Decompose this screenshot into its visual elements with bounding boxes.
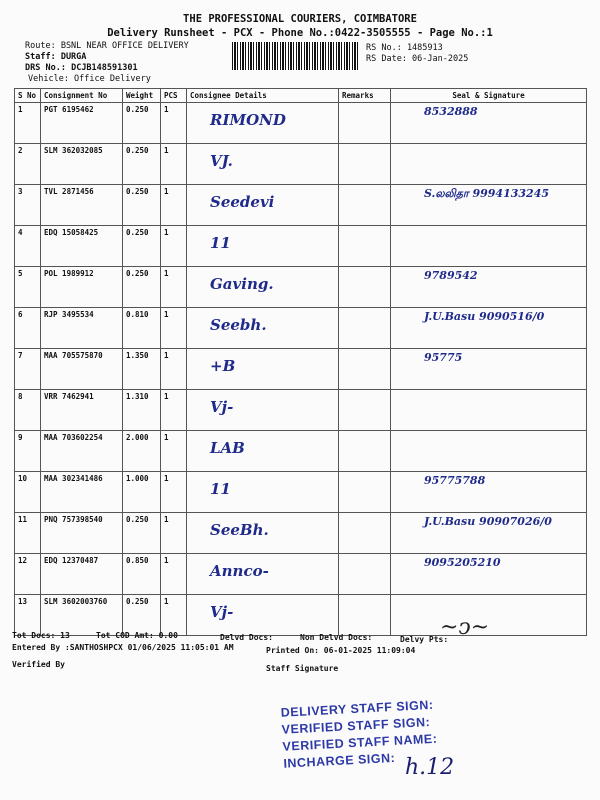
cell-consignment-no <box>41 554 123 595</box>
cell-seal-text: 95775 <box>424 351 463 364</box>
cell-sno <box>15 595 41 636</box>
cell-consignee <box>187 349 339 390</box>
cell-consignment-no-text: PNQ 757398540 <box>44 515 103 524</box>
cell-weight-text: 0.250 <box>126 105 149 114</box>
table-row <box>15 349 587 390</box>
cell-pcs <box>161 267 187 308</box>
cell-seal-text: S.லலிதா 9994133245 <box>424 187 549 200</box>
vehicle-label: Vehicle: Office Delivery <box>28 74 151 84</box>
cell-pcs-text: 1 <box>164 187 169 196</box>
table-row <box>15 144 587 185</box>
cell-consignment-no-text: MAA 703602254 <box>44 433 103 442</box>
cell-remarks <box>339 595 391 636</box>
cell-consignee <box>187 103 339 144</box>
cell-consignment-no <box>41 349 123 390</box>
cell-weight-text: 0.250 <box>126 597 149 606</box>
drs-value: DCJB148591301 <box>71 63 138 73</box>
route-label: Route: BSNL NEAR OFFICE DELIVERY <box>25 41 189 51</box>
cell-weight-text: 0.250 <box>126 228 149 237</box>
cell-pcs-text: 1 <box>164 474 169 483</box>
cell-weight-text: 1.350 <box>126 351 149 360</box>
cell-seal-text: 95775788 <box>424 474 486 487</box>
cell-consignee-text: +B <box>210 357 236 375</box>
cell-consignee-text: Seebh. <box>210 316 267 334</box>
cell-consignment-no <box>41 390 123 431</box>
cell-consignee-text: Vj- <box>210 398 234 416</box>
cell-remarks <box>339 144 391 185</box>
cell-seal <box>391 226 587 267</box>
cell-pcs-text: 1 <box>164 310 169 319</box>
table-row <box>15 226 587 267</box>
rs-date: RS Date: 06-Jan-2025 <box>366 54 469 64</box>
table-row <box>15 431 587 472</box>
cell-consignment-no-text: RJP 3495534 <box>44 310 94 319</box>
table-row <box>15 554 587 595</box>
cell-sno <box>15 267 41 308</box>
cell-sno <box>15 431 41 472</box>
cell-pcs <box>161 472 187 513</box>
cell-consignee-text: Vj- <box>210 603 234 621</box>
cell-remarks <box>339 513 391 554</box>
cell-seal-text: 8532888 <box>424 105 478 118</box>
cell-weight-text: 0.810 <box>126 310 149 319</box>
cell-consignee <box>187 308 339 349</box>
cell-consignment-no-text: TVL 2871456 <box>44 187 94 196</box>
cell-consignment-no <box>41 185 123 226</box>
table-header-row <box>15 89 587 103</box>
cell-consignee <box>187 554 339 595</box>
cell-sno <box>15 226 41 267</box>
cell-consignee-text: Gaving. <box>210 275 274 293</box>
cell-weight-text: 0.250 <box>126 515 149 524</box>
cell-sno-text: 11 <box>18 515 28 524</box>
cell-weight <box>123 226 161 267</box>
cell-consignment-no <box>41 308 123 349</box>
cell-consignment-no-text: SLM 362032085 <box>44 146 103 155</box>
cell-weight <box>123 431 161 472</box>
entered-by: Entered By :SANTHOSHPCX 01/06/2025 11:05:01 AM <box>12 643 234 652</box>
company-name: THE PROFESSIONAL COURIERS, COIMBATORE <box>183 13 417 25</box>
drs-label: DRS No.: <box>25 63 66 73</box>
cell-remarks <box>339 472 391 513</box>
cell-sno <box>15 554 41 595</box>
cell-consignee-text: Annco- <box>210 562 269 580</box>
cell-pcs <box>161 349 187 390</box>
cell-sno-text: 7 <box>18 351 23 360</box>
tot-docs: Tot Docs: 13 <box>12 631 70 640</box>
cell-sno-text: 4 <box>18 228 23 237</box>
cell-remarks <box>339 554 391 595</box>
runsheet-title: Delivery Runsheet - PCX - Phone No.:0422-3505555 - Page No.:1 <box>107 27 493 39</box>
cell-pcs-text: 1 <box>164 433 169 442</box>
staff-signature: Staff Signature <box>266 664 339 673</box>
cell-consignee <box>187 267 339 308</box>
cell-seal <box>391 349 587 390</box>
cell-consignment-no-text: PGT 6195462 <box>44 105 94 114</box>
cell-seal-text: J.U.Basu 90907026/0 <box>424 515 552 528</box>
col-remarks: Remarks <box>339 89 391 103</box>
cell-weight <box>123 595 161 636</box>
cell-consignment-no <box>41 472 123 513</box>
cell-sno-text: 2 <box>18 146 23 155</box>
cell-weight <box>123 349 161 390</box>
cell-sno-text: 3 <box>18 187 23 196</box>
cell-seal <box>391 267 587 308</box>
cell-remarks <box>339 431 391 472</box>
cell-pcs <box>161 595 187 636</box>
cell-pcs <box>161 554 187 595</box>
cell-seal <box>391 103 587 144</box>
cell-consignment-no <box>41 144 123 185</box>
cell-weight <box>123 513 161 554</box>
cell-seal-text: 9789542 <box>424 269 478 282</box>
cell-consignment-no <box>41 267 123 308</box>
cell-sno <box>15 308 41 349</box>
delvy-pts: Delvy Pts: <box>400 635 449 644</box>
cell-seal-text: 9095205210 <box>424 556 501 569</box>
cell-sno-text: 9 <box>18 433 23 442</box>
cell-consignment-no <box>41 226 123 267</box>
tot-cod: Tot COD Amt: 0.00 <box>96 631 178 640</box>
cell-pcs <box>161 226 187 267</box>
cell-pcs-text: 1 <box>164 351 169 360</box>
col-seal: Seal & Signature <box>391 89 587 103</box>
cell-consignee-text: Seedevi <box>210 193 275 211</box>
cell-pcs <box>161 308 187 349</box>
rs-number: RS No.: 1485913 <box>366 43 443 53</box>
cell-sno <box>15 390 41 431</box>
cell-sno <box>15 144 41 185</box>
cell-pcs-text: 1 <box>164 392 169 401</box>
cell-sno-text: 8 <box>18 392 23 401</box>
cell-weight <box>123 185 161 226</box>
cell-consignment-no <box>41 103 123 144</box>
cell-seal-text: J.U.Basu 9090516/0 <box>424 310 545 323</box>
cell-weight-text: 1.310 <box>126 392 149 401</box>
cell-consignment-no <box>41 431 123 472</box>
cell-sno <box>15 349 41 390</box>
cell-sno-text: 5 <box>18 269 23 278</box>
delvd-docs: Delvd Docs: <box>220 633 273 642</box>
cell-pcs <box>161 103 187 144</box>
cell-seal <box>391 431 587 472</box>
cell-consignee-text: 11 <box>210 234 231 252</box>
stamp-verified-staff-sign: VERIFIED STAFF SIGN: <box>281 714 431 737</box>
cell-pcs-text: 1 <box>164 146 169 155</box>
non-delvd-docs: Non Delvd Docs: <box>300 633 373 642</box>
cell-consignee-text: LAB <box>210 439 245 457</box>
cell-pcs-text: 1 <box>164 556 169 565</box>
cell-seal <box>391 513 587 554</box>
cell-consignee-text: 11 <box>210 480 231 498</box>
cell-consignment-no <box>41 595 123 636</box>
col-sno: S No <box>15 89 41 103</box>
cell-consignment-no-text: MAA 302341486 <box>44 474 103 483</box>
cell-weight <box>123 103 161 144</box>
cell-seal <box>391 390 587 431</box>
cell-weight <box>123 144 161 185</box>
staff-label: Staff: DURGA <box>25 52 87 62</box>
cell-weight <box>123 308 161 349</box>
cell-weight-text: 0.250 <box>126 146 149 155</box>
cell-remarks <box>339 390 391 431</box>
cell-remarks <box>339 226 391 267</box>
col-pcs: PCS <box>161 89 187 103</box>
cell-sno-text: 12 <box>18 556 28 565</box>
cell-pcs-text: 1 <box>164 269 169 278</box>
cell-sno <box>15 103 41 144</box>
cell-pcs-text: 1 <box>164 515 169 524</box>
cell-consignment-no-text: POL 1989912 <box>44 269 94 278</box>
cell-remarks <box>339 185 391 226</box>
cell-consignment-no-text: MAA 705575870 <box>44 351 103 360</box>
cell-seal <box>391 144 587 185</box>
cell-seal <box>391 308 587 349</box>
stamp-delivery-staff-sign: DELIVERY STAFF SIGN: <box>280 697 434 720</box>
cell-consignee <box>187 144 339 185</box>
table-row <box>15 513 587 554</box>
col-weight: Weight <box>123 89 161 103</box>
incharge-handwriting: h.12 <box>405 755 455 780</box>
cell-seal <box>391 185 587 226</box>
cell-consignee-text: RIMOND <box>210 111 286 129</box>
col-consignee: Consignee Details <box>187 89 339 103</box>
runsheet-table <box>14 88 587 636</box>
cell-pcs <box>161 144 187 185</box>
footer-signature: ~ↄ~ <box>440 615 490 640</box>
cell-consignment-no-text: VRR 7462941 <box>44 392 94 401</box>
cell-sno <box>15 513 41 554</box>
cell-consignee <box>187 390 339 431</box>
cell-remarks <box>339 103 391 144</box>
cell-pcs <box>161 431 187 472</box>
cell-pcs-text: 1 <box>164 597 169 606</box>
cell-consignee <box>187 513 339 554</box>
cell-consignment-no-text: SLM 3602003760 <box>44 597 108 606</box>
cell-consignee <box>187 185 339 226</box>
cell-weight <box>123 267 161 308</box>
cell-consignment-no-text: EDQ 15058425 <box>44 228 99 237</box>
cell-weight-text: 1.000 <box>126 474 149 483</box>
cell-sno <box>15 185 41 226</box>
cell-consignment-no-text: EDQ 12370487 <box>44 556 99 565</box>
cell-remarks <box>339 308 391 349</box>
table-row <box>15 390 587 431</box>
cell-pcs <box>161 390 187 431</box>
cell-remarks <box>339 349 391 390</box>
cell-consignee <box>187 431 339 472</box>
cell-pcs-text: 1 <box>164 105 169 114</box>
cell-sno-text: 6 <box>18 310 23 319</box>
cell-consignee <box>187 595 339 636</box>
table-row <box>15 185 587 226</box>
stamp-incharge-sign: INCHARGE SIGN: <box>283 750 396 771</box>
cell-weight <box>123 554 161 595</box>
cell-pcs <box>161 513 187 554</box>
cell-consignment-no <box>41 513 123 554</box>
drs-number <box>25 63 138 73</box>
table-row <box>15 595 587 636</box>
cell-sno-text: 1 <box>18 105 23 114</box>
cell-pcs-text: 1 <box>164 228 169 237</box>
cell-pcs <box>161 185 187 226</box>
cell-consignee-text: VJ. <box>210 152 233 170</box>
cell-consignee <box>187 226 339 267</box>
cell-consignee <box>187 472 339 513</box>
cell-sno-text: 10 <box>18 474 28 483</box>
cell-weight-text: 0.250 <box>126 187 149 196</box>
cell-remarks <box>339 267 391 308</box>
cell-weight <box>123 472 161 513</box>
verified-by: Verified By <box>12 660 65 669</box>
cell-weight <box>123 390 161 431</box>
cell-weight-text: 0.250 <box>126 269 149 278</box>
printed-on: Printed On: 06-01-2025 11:09:04 <box>266 646 416 655</box>
cell-consignee-text: SeeBh. <box>210 521 269 539</box>
delivery-stamp <box>280 694 503 770</box>
table-row <box>15 308 587 349</box>
table-row <box>15 103 587 144</box>
cell-seal <box>391 472 587 513</box>
cell-seal <box>391 554 587 595</box>
col-consignment: Consignment No <box>41 89 123 103</box>
cell-sno-text: 13 <box>18 597 28 606</box>
cell-weight-text: 2.000 <box>126 433 149 442</box>
stamp-verified-staff-name: VERIFIED STAFF NAME: <box>282 731 438 754</box>
table-row <box>15 472 587 513</box>
cell-weight-text: 0.850 <box>126 556 149 565</box>
cell-sno <box>15 472 41 513</box>
barcode <box>232 42 358 70</box>
table-row <box>15 267 587 308</box>
